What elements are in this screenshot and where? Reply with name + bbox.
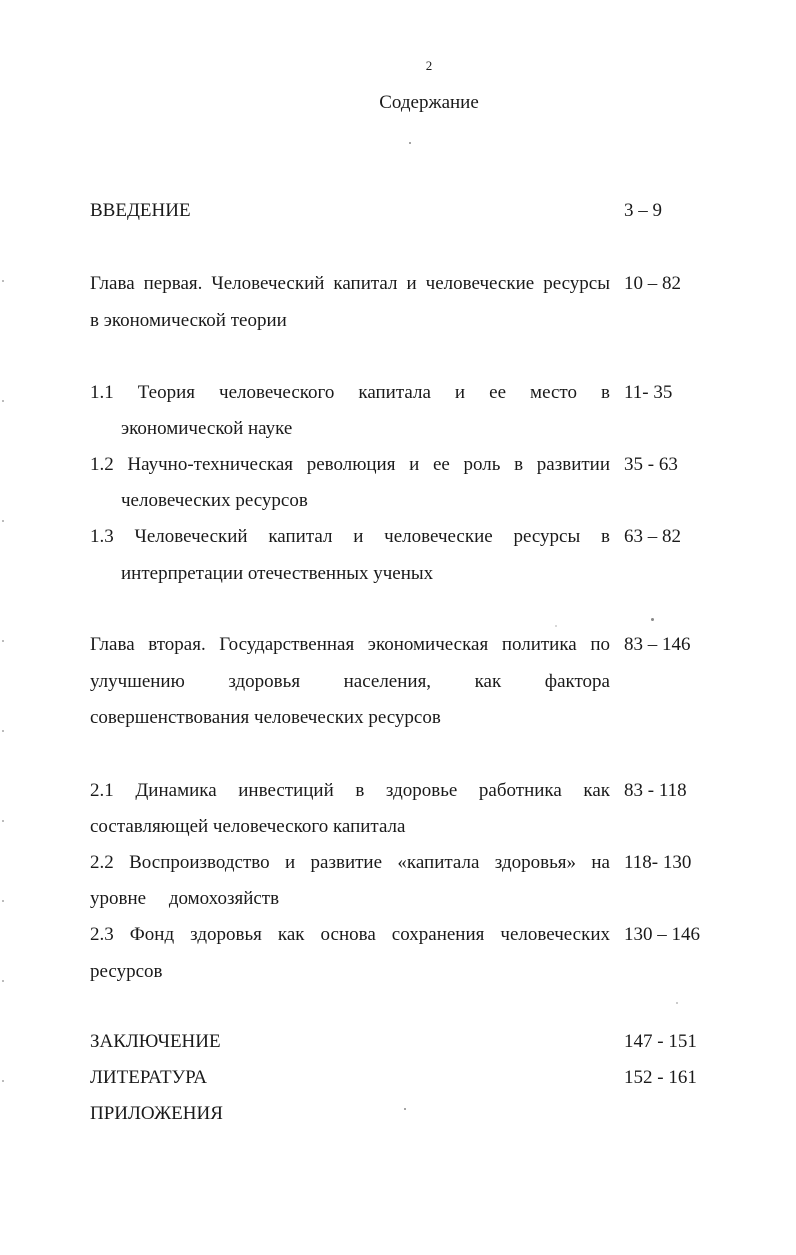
scan-speck (651, 618, 654, 621)
toc-section-1-3-line2: интерпретации отечественных ученых (121, 563, 434, 584)
toc-section-2-2-line2: уровне домохозяйств (90, 888, 280, 909)
toc-appendix-label: ПРИЛОЖЕНИЯ (90, 1103, 223, 1124)
toc-section-2-3-line1: 2.3 Фонд здоровья как основа сохранения человеческих (90, 924, 610, 945)
scan-speck (404, 1108, 406, 1110)
toc-intro-label: ВВЕДЕНИЕ (90, 200, 191, 221)
toc-intro-pages: 3 – 9 (624, 200, 662, 221)
toc-section-2-1-pages: 83 - 118 (624, 780, 687, 801)
scan-speck (555, 625, 557, 627)
toc-section-2-1-line1: 2.1 Динамика инвестиций в здоровье работника как (90, 780, 610, 801)
toc-chapter1-line1: Глава первая. Человеческий капитал и человеческие ресурсы (90, 273, 610, 294)
toc-chapter2-line2: улучшению здоровья населения, как фактора (90, 671, 610, 692)
scan-speck (676, 1002, 678, 1004)
toc-chapter1-line2: в экономической теории (90, 310, 287, 331)
toc-literature-pages: 152 - 161 (624, 1067, 697, 1088)
toc-section-1-2-pages: 35 - 63 (624, 454, 678, 475)
toc-section-2-2-pages: 118- 130 (624, 852, 692, 873)
page-number: 2 (425, 58, 433, 73)
toc-chapter2-line3: совершенствования человеческих ресурсов (90, 707, 441, 728)
toc-section-1-3-line1: 1.3 Человеческий капитал и человеческие ресурсы в (90, 526, 610, 547)
toc-section-1-2-line2: человеческих ресурсов (121, 490, 308, 511)
toc-chapter1-pages: 10 – 82 (624, 273, 681, 294)
toc-section-1-1-line2: экономической науке (121, 418, 293, 439)
scan-edge-noise (2, 260, 12, 1160)
scan-speck (409, 142, 411, 144)
toc-section-2-1-line2: составляющей человеческого капитала (90, 816, 406, 837)
toc-literature-label: ЛИТЕРАТУРА (90, 1067, 207, 1088)
toc-section-1-2-line1: 1.2 Научно-техническая революция и ее роль в развитии (90, 454, 610, 475)
toc-section-2-2-line1: 2.2 Воспроизводство и развитие «капитала здоровья» на (90, 852, 610, 873)
page-title: Содержание (379, 92, 479, 113)
toc-section-1-1-line1: 1.1 Теория человеческого капитала и ее место в (90, 382, 610, 403)
toc-section-1-1-pages: 11- 35 (624, 382, 673, 403)
toc-conclusion-label: ЗАКЛЮЧЕНИЕ (90, 1031, 221, 1052)
toc-section-1-3-pages: 63 – 82 (624, 526, 681, 547)
toc-section-2-3-line2: ресурсов (90, 961, 163, 982)
toc-conclusion-pages: 147 - 151 (624, 1031, 697, 1052)
toc-section-2-3-pages: 130 – 146 (624, 924, 700, 945)
toc-chapter2-line1: Глава вторая. Государственная экономическая политика по (90, 634, 610, 655)
toc-chapter2-pages: 83 – 146 (624, 634, 691, 655)
